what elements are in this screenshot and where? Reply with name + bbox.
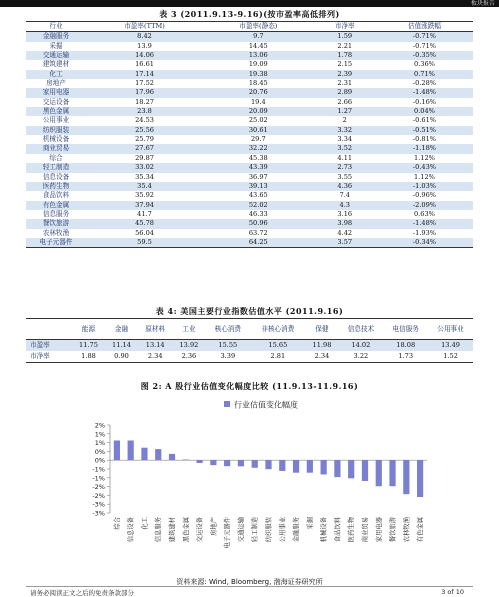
- value-cell: 9.7: [203, 32, 314, 42]
- table4-col-header: 公用事业: [428, 319, 473, 340]
- table3-col-header: 市盈率(TTM): [86, 22, 203, 32]
- value-cell: 19.09: [248, 60, 268, 69]
- value-cell: 2.31: [337, 79, 353, 88]
- table-row: [26, 219, 473, 228]
- value-cell: 16.61: [135, 60, 154, 69]
- industry-cell: 家用电器: [26, 88, 86, 97]
- valuation-change-chart: [82, 395, 457, 570]
- value-cell: -0.81%: [412, 135, 437, 144]
- value-cell: 2.21: [337, 41, 353, 50]
- table4-body: [26, 340, 473, 363]
- x-tick-label: 交运设备: [196, 517, 204, 543]
- industry-cell: 信息设备: [42, 172, 70, 181]
- industry-cell: 机械设备: [42, 135, 70, 144]
- value-cell: 11.75: [72, 340, 105, 352]
- value-cell: 1.12%: [414, 172, 435, 181]
- industry-cell: 房地产: [46, 79, 66, 88]
- value-cell: 3.16: [337, 209, 353, 218]
- value-cell: 50.96: [203, 219, 314, 228]
- table4-col-header: 保健: [305, 319, 338, 340]
- value-cell: -1.03%: [376, 182, 473, 191]
- x-tick-label: 金融服务: [293, 517, 301, 543]
- bar: [403, 460, 409, 494]
- value-cell: -0.71%: [412, 41, 437, 50]
- x-tick-label: 房地产: [210, 517, 218, 536]
- value-cell: 2.34: [305, 351, 338, 363]
- value-cell: -0.96%: [412, 191, 437, 200]
- value-cell: 46.33: [248, 209, 268, 218]
- table4-col-header: 信息技术: [338, 319, 383, 340]
- value-cell: 24.53: [135, 116, 154, 125]
- legend-label: 行业估值变化幅度: [234, 400, 298, 410]
- bar: [265, 460, 271, 469]
- y-tick-label: 2%: [94, 421, 105, 430]
- industry-cell: 综合: [49, 153, 63, 162]
- table-row: [26, 42, 473, 51]
- industry-cell: 有色金属: [26, 201, 86, 210]
- bar: [293, 460, 299, 472]
- value-cell: 41.7: [137, 209, 152, 218]
- page-number: 3 of 10: [441, 588, 464, 596]
- value-cell: 25.02: [248, 116, 268, 125]
- value-cell: 17.52: [135, 79, 154, 88]
- source-note: 资料来源: Wind, Bloomberg, 渤海证券研究所: [176, 578, 323, 586]
- x-tick-label: 电子元器件: [224, 517, 232, 549]
- x-tick-label: 农林牧渔: [403, 517, 411, 543]
- value-cell: 4.3: [314, 201, 376, 210]
- value-cell: -0.51%: [376, 126, 473, 135]
- x-tick-label: 交通运输: [237, 517, 245, 543]
- bar: [321, 460, 327, 474]
- value-cell: 2.66: [337, 97, 353, 106]
- value-cell: -1.18%: [376, 144, 473, 153]
- value-cell: 3.52: [314, 144, 376, 153]
- table-row: [26, 340, 473, 352]
- table4-col-header: 工业: [172, 319, 205, 340]
- x-tick-label: 家用电器: [375, 517, 383, 543]
- table-row: [26, 51, 473, 60]
- valuation-table: [26, 21, 473, 248]
- value-cell: -0.61%: [412, 116, 437, 125]
- value-cell: -0.28%: [412, 79, 437, 88]
- value-cell: 18.08: [383, 340, 428, 352]
- value-cell: 2.89: [314, 88, 376, 97]
- value-cell: 13.9: [137, 41, 152, 50]
- x-tick-label: 商业贸易: [361, 517, 369, 543]
- table-row: [26, 351, 473, 363]
- value-cell: 43.65: [248, 191, 268, 200]
- value-cell: 2.15: [337, 60, 353, 69]
- table-row: [26, 173, 473, 182]
- value-cell: 3.98: [314, 219, 376, 228]
- industry-cell: 电子元器件: [26, 238, 86, 248]
- table-row: [26, 88, 473, 97]
- x-tick-label: 食品饮料: [334, 517, 342, 543]
- value-cell: 1.73: [383, 351, 428, 363]
- header-bar: [0, 0, 499, 7]
- table-row: [26, 144, 473, 153]
- x-tick-label: 信息服务: [155, 517, 163, 543]
- table4-col-header: 能源: [72, 319, 105, 340]
- bar: [141, 448, 147, 460]
- value-cell: 18.27: [135, 97, 154, 106]
- value-cell: 2.36: [172, 351, 205, 363]
- x-tick-label: 机械设备: [320, 517, 328, 543]
- value-cell: 1.88: [72, 351, 105, 363]
- x-tick-label: 公用事业: [279, 517, 287, 543]
- value-cell: 36.97: [248, 172, 268, 181]
- table3-body: [26, 32, 473, 248]
- table-row: [26, 107, 473, 116]
- table-row: [26, 32, 473, 42]
- table-row: [26, 201, 473, 210]
- table4-col-header: 电信服务: [383, 319, 428, 340]
- table-row: [26, 229, 473, 238]
- table-row: [26, 60, 473, 69]
- value-cell: 35.4: [86, 182, 203, 191]
- value-cell: 17.96: [86, 88, 203, 97]
- table-row: [26, 70, 473, 79]
- value-cell: 17.14: [86, 70, 203, 79]
- table-row: [26, 191, 473, 200]
- bar: [196, 460, 202, 463]
- y-tick-label: 0%: [94, 456, 105, 465]
- value-cell: 14.06: [86, 51, 203, 60]
- y-tick-label: 1%: [94, 439, 105, 448]
- industry-cell: 商业贸易: [26, 144, 86, 153]
- bar: [183, 459, 189, 460]
- value-cell: 30.61: [203, 126, 314, 135]
- table3-col-header: 市净率: [314, 22, 376, 32]
- value-cell: 2.73: [314, 163, 376, 172]
- y-tick-label: -3%: [92, 509, 105, 518]
- industry-cell: 建筑建材: [42, 60, 70, 69]
- value-cell: 45.78: [86, 219, 203, 228]
- metric-cell: 市盈率: [26, 340, 72, 352]
- value-cell: 64.25: [203, 238, 314, 248]
- figure2-caption: 图 2: A 股行业估值变化幅度比较 (11.9.13-11.9.16): [140, 381, 359, 391]
- bar: [362, 460, 368, 481]
- bar: [114, 440, 120, 460]
- table4-header-row: [26, 319, 473, 340]
- value-cell: 45.38: [248, 153, 268, 162]
- industry-cell: 医药生物: [26, 182, 86, 191]
- value-cell: 15.55: [205, 340, 250, 352]
- table3-col-header: 估值涨跌幅: [376, 22, 473, 32]
- value-cell: 1.78: [314, 51, 376, 60]
- table-row: [26, 182, 473, 191]
- value-cell: 13.14: [138, 340, 172, 352]
- bar: [224, 460, 230, 466]
- bar: [252, 460, 258, 468]
- value-cell: 13.06: [203, 51, 314, 60]
- x-tick-label: 黑色金属: [182, 517, 190, 543]
- bar: [307, 460, 313, 472]
- industry-cell: 食品饮料: [42, 191, 70, 200]
- bar: [376, 460, 382, 486]
- value-cell: 32.22: [203, 144, 314, 153]
- value-cell: 59.5: [86, 238, 203, 248]
- value-cell: 2.39: [314, 70, 376, 79]
- bar: [128, 440, 134, 460]
- value-cell: 0.90: [105, 351, 138, 363]
- table-row: [26, 163, 473, 172]
- value-cell: 18.45: [248, 79, 268, 88]
- y-tick-label: 1%: [94, 430, 105, 439]
- table-row: [26, 126, 473, 135]
- y-tick-label: -3%: [92, 500, 105, 509]
- value-cell: 37.94: [86, 201, 203, 210]
- value-cell: 3.22: [338, 351, 383, 363]
- value-cell: 11.98: [305, 340, 338, 352]
- value-cell: 19.38: [203, 70, 314, 79]
- value-cell: -1.48%: [376, 219, 473, 228]
- table4-col-header: 非核心消费: [250, 319, 305, 340]
- table-row: [26, 238, 473, 248]
- value-cell: 20.09: [203, 107, 314, 116]
- industry-cell: 化工: [26, 70, 86, 79]
- us-index-table: [26, 318, 473, 363]
- value-cell: 15.65: [250, 340, 305, 352]
- value-cell: 11.14: [105, 340, 138, 352]
- footer-divider: [26, 586, 473, 587]
- bar: [348, 460, 354, 478]
- bar: [279, 460, 285, 471]
- table3-col-header: 市盈率(静态): [203, 22, 314, 32]
- value-cell: 3.55: [337, 172, 353, 181]
- value-cell: 56.04: [135, 228, 154, 237]
- x-tick-label: 餐饮旅游: [389, 517, 397, 543]
- x-tick-label: 轻工制造: [251, 517, 259, 543]
- value-cell: 0.04%: [376, 107, 473, 116]
- value-cell: 43.39: [203, 163, 314, 172]
- value-cell: 0.36%: [414, 60, 435, 69]
- value-cell: 0.63%: [414, 209, 435, 218]
- value-cell: 63.72: [248, 228, 268, 237]
- bar: [238, 460, 244, 466]
- table4-col-header: 核心消费: [205, 319, 250, 340]
- value-cell: 2: [342, 116, 347, 125]
- industry-cell: 交通运输: [26, 51, 86, 60]
- value-cell: -0.35%: [376, 51, 473, 60]
- value-cell: 2.81: [250, 351, 305, 363]
- industry-cell: 餐饮旅游: [26, 219, 86, 228]
- table3-header-row: [26, 22, 473, 32]
- table-row: [26, 210, 473, 219]
- value-cell: 3.57: [314, 238, 376, 248]
- value-cell: 19.4: [250, 97, 266, 106]
- industry-cell: 交运设备: [42, 97, 70, 106]
- bar: [210, 460, 216, 465]
- value-cell: 1.12%: [414, 153, 435, 162]
- table-row: [26, 154, 473, 163]
- table-row: [26, 116, 473, 125]
- value-cell: 3.39: [205, 351, 250, 363]
- value-cell: 39.13: [203, 182, 314, 191]
- metric-cell: 市净率: [26, 351, 72, 363]
- table-row: [26, 79, 473, 88]
- x-tick-label: 医药生物: [348, 517, 356, 543]
- legend-swatch: [224, 401, 230, 407]
- value-cell: 1.27: [314, 107, 376, 116]
- industry-cell: 农林牧渔: [42, 228, 70, 237]
- y-tick-label: 0%: [94, 447, 105, 456]
- value-cell: 0.71%: [376, 70, 473, 79]
- value-cell: 1.59: [314, 32, 376, 42]
- y-tick-label: -1%: [92, 465, 105, 474]
- value-cell: 29.7: [250, 135, 266, 144]
- industry-cell: 采掘: [49, 41, 63, 50]
- x-tick-label: 采掘: [306, 517, 314, 530]
- industry-cell: 纺织服装: [26, 126, 86, 135]
- value-cell: 4.42: [337, 228, 353, 237]
- value-cell: 52.02: [203, 201, 314, 210]
- value-cell: -0.34%: [376, 238, 473, 248]
- value-cell: 8.42: [86, 32, 203, 42]
- value-cell: 29.87: [135, 153, 154, 162]
- bar: [169, 454, 175, 460]
- value-cell: -1.93%: [412, 228, 437, 237]
- bar: [155, 449, 161, 460]
- y-tick-label: -2%: [92, 491, 105, 500]
- value-cell: 25.56: [86, 126, 203, 135]
- value-cell: -0.16%: [412, 97, 437, 106]
- value-cell: 13.92: [172, 340, 205, 352]
- table4-col-header: [26, 319, 72, 340]
- value-cell: 35.34: [135, 172, 154, 181]
- value-cell: 14.02: [338, 340, 383, 352]
- value-cell: 7.4: [339, 191, 351, 200]
- value-cell: -0.71%: [376, 32, 473, 42]
- x-tick-label: 建筑建材: [169, 517, 177, 543]
- value-cell: 14.45: [248, 41, 268, 50]
- industry-cell: 信息服务: [42, 209, 70, 218]
- value-cell: -0.43%: [376, 163, 473, 172]
- value-cell: 33.02: [86, 163, 203, 172]
- industry-cell: 黑色金属: [26, 107, 86, 116]
- y-tick-label: -1%: [92, 474, 105, 483]
- y-tick-label: -2%: [92, 483, 105, 492]
- x-tick-label: 化工: [141, 517, 149, 530]
- table-row: [26, 135, 473, 144]
- x-tick-label: 综合: [113, 517, 121, 530]
- value-cell: 25.79: [135, 135, 154, 144]
- value-cell: 1.52: [428, 351, 473, 363]
- header-tag: 板块报告: [470, 0, 495, 7]
- x-tick-label: 纺织服装: [265, 517, 273, 543]
- value-cell: 27.67: [86, 144, 203, 153]
- value-cell: 20.76: [203, 88, 314, 97]
- bar: [417, 460, 423, 497]
- value-cell: 35.92: [135, 191, 154, 200]
- value-cell: 2.34: [138, 351, 172, 363]
- chart-svg: [82, 395, 457, 570]
- table3-caption: 表 3 (2011.9.13-9.16)(按市盈率高低排列): [159, 9, 340, 19]
- table4-caption: 表 4: 美国主要行业指数估值水平 (2011.9.16): [155, 306, 344, 316]
- x-tick-label: 有色金属: [417, 517, 425, 543]
- bar: [334, 460, 340, 477]
- value-cell: 13.49: [428, 340, 473, 352]
- value-cell: 23.8: [86, 107, 203, 116]
- table3-col-header: 行业: [26, 22, 86, 32]
- table4-col-header: 原材料: [138, 319, 172, 340]
- disclaimer-note: 请务必阅读正文之后的免责条款部分: [30, 589, 134, 597]
- industry-cell: 轻工制造: [26, 163, 86, 172]
- value-cell: 4.11: [337, 153, 353, 162]
- x-tick-label: 信息设备: [127, 517, 135, 543]
- value-cell: -1.48%: [376, 88, 473, 97]
- industry-cell: 公用事业: [42, 116, 70, 125]
- value-cell: 4.36: [314, 182, 376, 191]
- industry-cell: 金融服务: [26, 32, 86, 42]
- table-row: [26, 98, 473, 107]
- table4-col-header: 金融: [105, 319, 138, 340]
- bar: [389, 460, 395, 486]
- value-cell: 3.32: [314, 126, 376, 135]
- value-cell: 3.34: [337, 135, 353, 144]
- value-cell: -2.09%: [376, 201, 473, 210]
